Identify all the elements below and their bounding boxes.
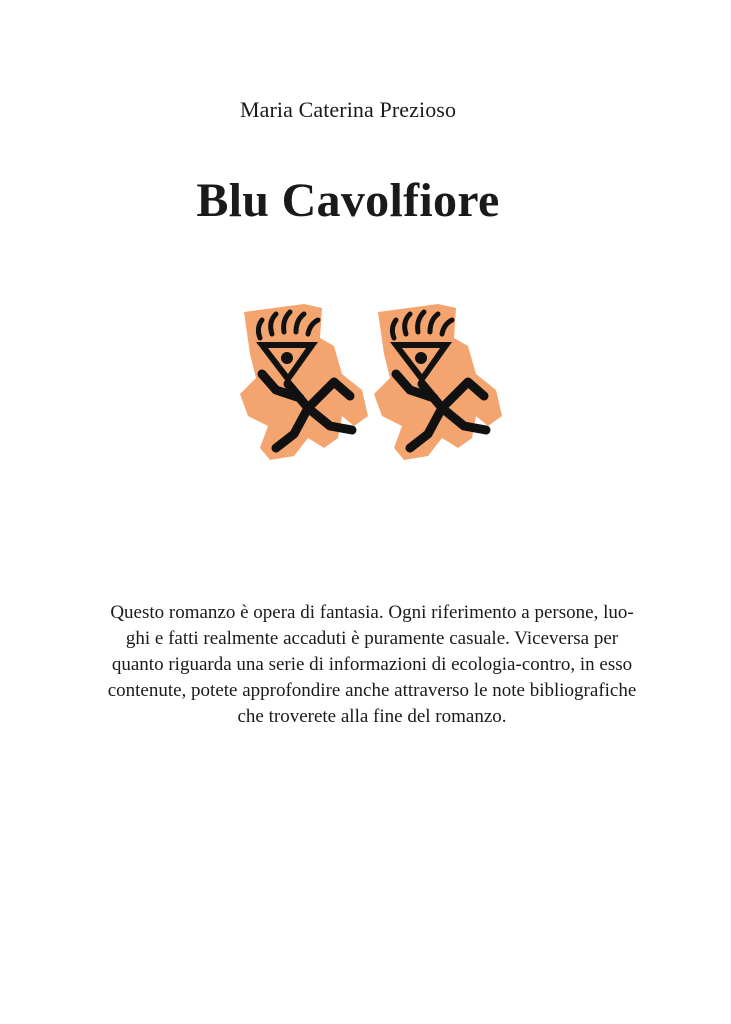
disclaimer-line: contenute, potete approfondire anche attraverso le note bibliografiche — [107, 680, 637, 701]
cover-illustration — [238, 298, 506, 460]
author-name: Maria Caterina Prezioso — [239, 97, 457, 122]
disclaimer-line: che troverete alla fine del romanzo. — [237, 706, 507, 727]
running-figure-left — [238, 298, 372, 460]
disclaimer-line: quanto riguarda una serie di informazioni di ecologia-contro, in esso — [111, 654, 633, 675]
book-title: Blu Cavolfiore — [196, 174, 500, 227]
disclaimer-line: ghi e fatti realmente accaduti è puramente casuale. Viceversa per — [125, 628, 619, 649]
running-figure-right — [372, 298, 506, 460]
disclaimer-line: Questo romanzo è opera di fantasia. Ogni riferimento a persone, luo- — [110, 602, 634, 623]
running-tribal-figure-icon — [238, 298, 372, 460]
disclaimer-text — [92, 600, 652, 730]
running-tribal-figure-icon — [372, 298, 506, 460]
